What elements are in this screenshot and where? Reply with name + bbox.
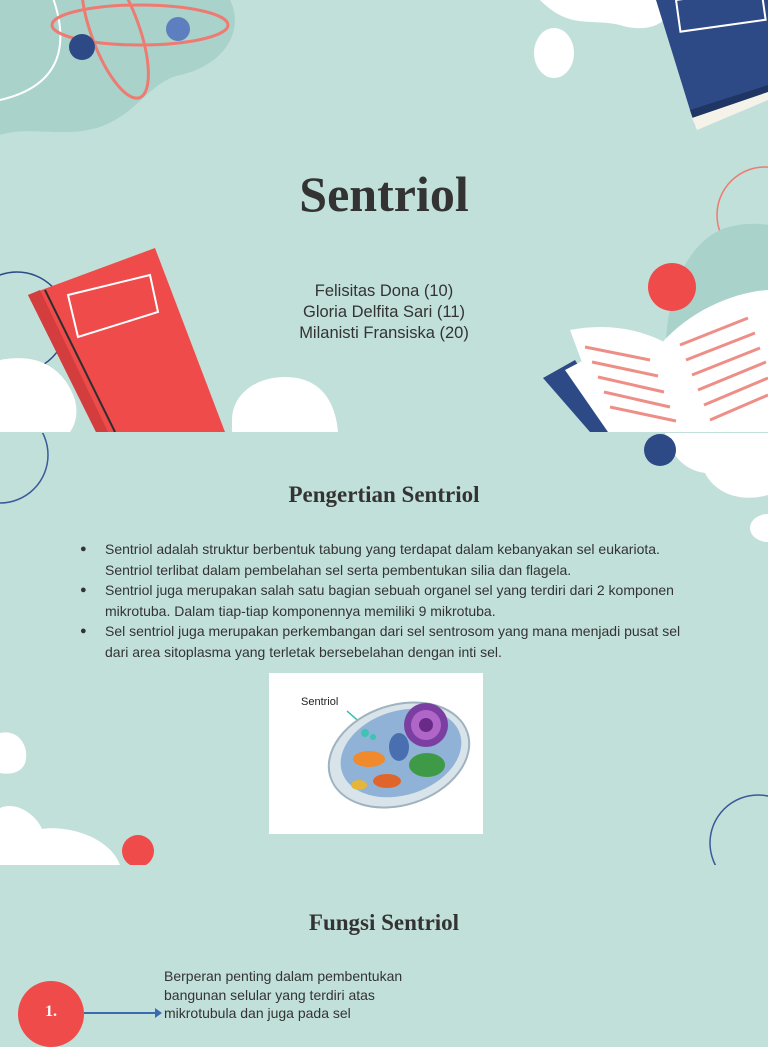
- white-blob: [534, 28, 574, 78]
- red-ball: [122, 835, 154, 865]
- circle-outline-right: [710, 795, 768, 865]
- cell-illustration: [269, 673, 483, 834]
- white-cloud-mid: [232, 377, 338, 432]
- navy-ball: [644, 434, 676, 466]
- slide-title: Sentriol: [299, 166, 469, 222]
- blob-shape: [0, 0, 235, 135]
- author-list: [0, 281, 768, 344]
- cell-diagram-image: [269, 673, 483, 834]
- book-navy-icon: [656, 0, 768, 130]
- list-item: ● Sentriol juga merupakan salah satu bagian sebuah organel sel yang terdiri dari 2 komponen mikrotuba. Dalam tiap-tiap komponennya memiliki 9 mikrotuba.: [80, 580, 705, 621]
- slide-title: Fungsi Sentriol: [308, 910, 460, 935]
- author-name: Gloria Delfita Sari (11): [303, 303, 465, 321]
- list-item: ● Sel sentriol juga merupakan perkembangan dari sel sentrosom yang mana menjadi pusat sel dari area sitoplasma yang terletak bersebelahan dengan inti sel.: [80, 621, 705, 662]
- function-description: Berperan penting dalam pembentukan bangunan selular yang terdiri atas mikrotubula dan juga pada sel: [164, 968, 403, 1021]
- image-label: Sentriol: [301, 696, 339, 708]
- number-badge: [18, 981, 84, 1047]
- cell-icon: [315, 685, 483, 825]
- slide-title: Pengertian Sentriol: [288, 482, 480, 507]
- white-cloud: [540, 0, 666, 28]
- white-blob-left: [0, 732, 26, 773]
- white-cloud-bottom-left: [0, 806, 120, 865]
- definition-list: [80, 539, 705, 662]
- white-blob-right: [750, 514, 768, 542]
- author-name: Milanisti Fransiska (20): [299, 324, 469, 342]
- number-label: 1.: [45, 1003, 57, 1020]
- title-slide: [0, 0, 768, 432]
- arrow-icon: [84, 1012, 156, 1014]
- author-name: Felisitas Dona (10): [314, 282, 454, 300]
- list-item: ● Sentriol adalah struktur berbentuk tabung yang terdapat dalam kebanyakan sel eukariota. Sentriol terlibat dalam pembelahan sel serta pembentukan silia dan flagela.: [80, 539, 705, 580]
